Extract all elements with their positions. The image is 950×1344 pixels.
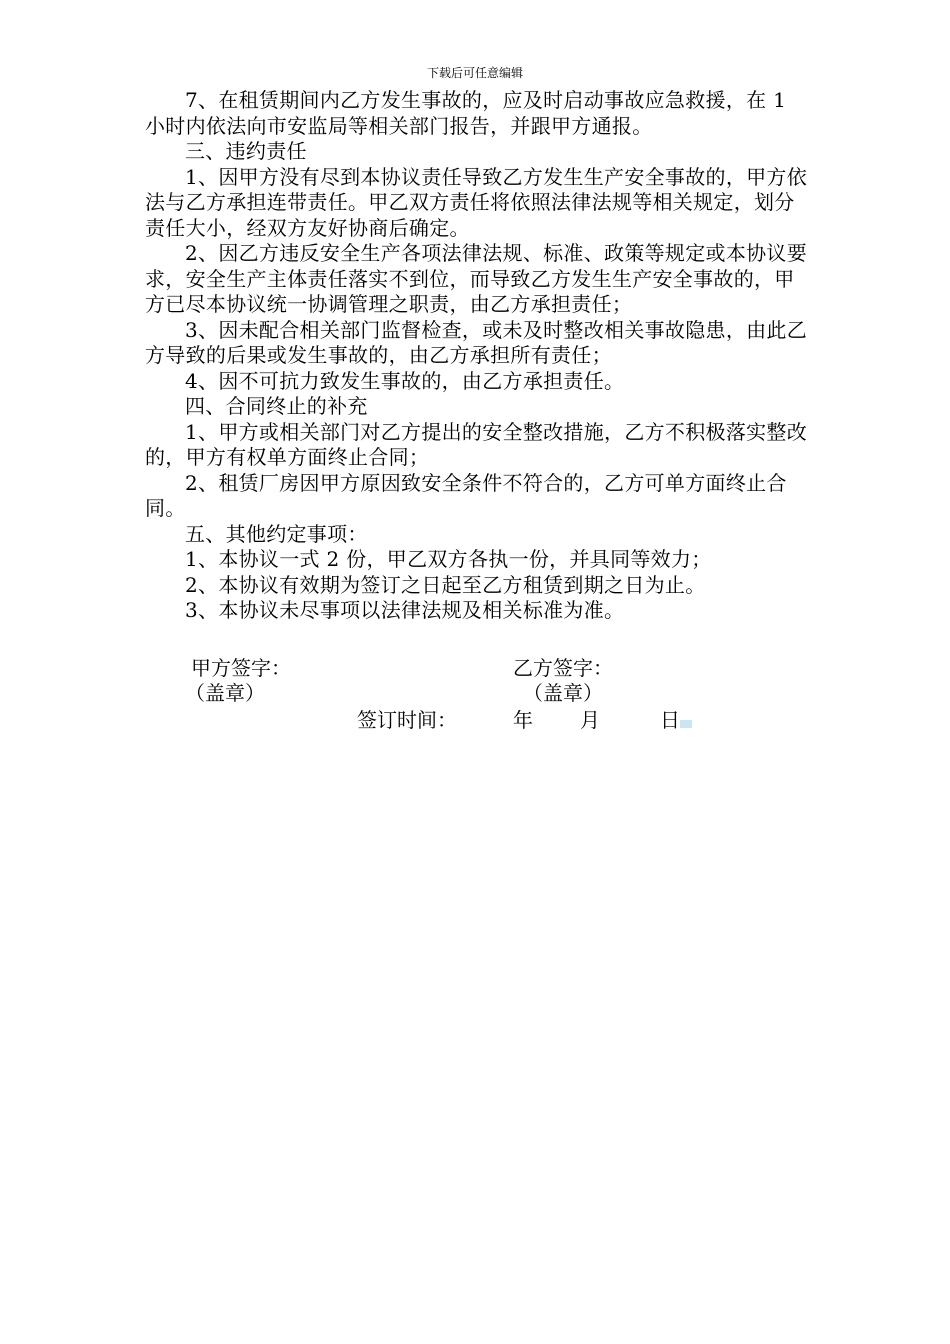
section-4-heading: 四、合同终止的补充 — [185, 394, 368, 418]
clause-3-4: 4、因不可抗力致发生事故的，由乙方承担责任。 — [185, 368, 625, 393]
clause-2-7: 7、在租赁期间内乙方发生事故的，应及时启动事故应急救援，在 1 小时内依法向市安监局等相关部门报告，并跟甲方通报。 — [145, 88, 787, 138]
party-b-signature-label: 乙方签字： — [513, 655, 613, 680]
seal-row — [145, 681, 810, 706]
month-label: 月 — [580, 707, 600, 732]
clause-3-2: 2、因乙方违反安全生产各项法律法规、标准、政策等规定或本协议要求，安全生产主体责任落实不到位，而导致乙方发生生产安全事故的，甲方已尽本协议统一协调管理之职责，由乙方承担责任； — [145, 241, 808, 316]
clause-3-3: 3、因未配合相关部门监督检查，或未及时整改相关事故隐患，由此乙方导致的后果或发生事故的，由乙方承担所有责任； — [145, 317, 808, 367]
party-a-signature-label: 甲方签字： — [191, 655, 291, 680]
clause-3-1: 1、因甲方没有尽到本协议责任导致乙方发生生产安全事故的，甲方依法与乙方承担连带责任。甲乙双方责任将依照法律法规等相关规定，划分责任大小，经双方友好协商后确定。 — [145, 164, 808, 240]
signature-row — [145, 656, 810, 681]
signing-date-row — [145, 706, 810, 736]
party-a-seal-label: （盖章） — [185, 680, 265, 705]
clause-4-1: 1、甲方或相关部门对乙方提出的安全整改措施，乙方不积极落实整改的，甲方有权单方面终止合同； — [145, 419, 808, 469]
clause-5-3: 3、本协议未尽事项以法律法规及相关标准为准。 — [185, 598, 625, 622]
party-b-seal-label: （盖章） — [523, 680, 603, 705]
section-3-heading: 三、违约责任 — [185, 139, 307, 163]
clause-5-1: 1、本协议一式 2 份，甲乙双方各执一份，并具同等效力； — [185, 547, 712, 571]
year-label: 年 — [513, 707, 533, 732]
clause-4-2: 2、租赁厂房因甲方原因致安全条件不符合的，乙方可单方面终止合同。 — [145, 470, 787, 520]
signature-spacer — [145, 624, 810, 656]
page-header: 下载后可任意编辑 — [426, 66, 523, 80]
document-body — [145, 88, 810, 736]
section-5-heading: 五、其他约定事项： — [185, 521, 368, 546]
signing-date-label: 签订时间： — [357, 707, 457, 732]
clause-5-2: 2、本协议有效期为签订之日起至乙方租赁到期之日为止。 — [185, 572, 706, 597]
text-cursor-highlight — [680, 720, 692, 728]
day-label: 日 — [660, 707, 680, 732]
